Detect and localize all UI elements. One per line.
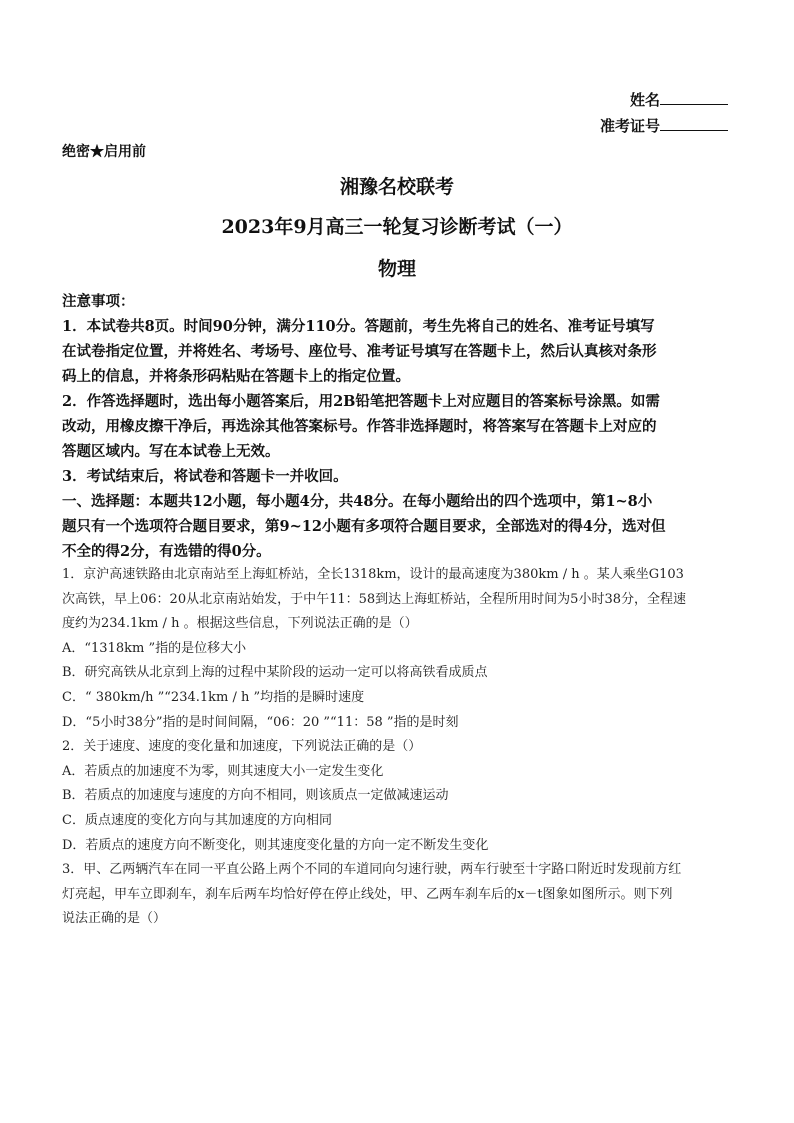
exam-notes — [62, 289, 732, 564]
option-line: C．“ 380km/h ”“234.1km / h ”均指的是瞬时速度 — [62, 689, 365, 705]
question-line: 2．关于速度、速度的变化量和加速度，下列说法正确的是（） — [62, 739, 422, 755]
question-line: 1．京沪高速铁路由北京南站至上海虹桥站，全长1318km，设计的最高速度为380km / h 。某人乘坐G103 — [62, 567, 684, 582]
option-line: D．“5小时38分”指的是时间间隔，“06：20 ”“11：58 ”指的是时刻 — [62, 714, 459, 730]
section-heading-line: 不全的得2分，有选错的得0分。 — [62, 543, 271, 560]
question-line: 灯亮起，甲车立即刹车，刹车后两车均恰好停在停止线处，甲、乙两车刹车后的x－t图象如图所示。则下列 — [62, 886, 673, 902]
notes-line: 3．考试结束后，将试卷和答题卡一并收回。 — [62, 468, 348, 485]
name-label: 姓名 — [629, 91, 660, 109]
exam-number-blank[interactable] — [660, 116, 728, 131]
name-blank[interactable] — [660, 90, 728, 105]
exam-name-title: 2023年9月高三一轮复习诊断考试（一） — [221, 216, 573, 238]
question-line: 次高铁，早上06：20从北京南站始发，于中午11：58到达上海虹桥站，全程所用时间为5小时38分，全程速 — [62, 591, 686, 607]
question-list — [62, 563, 732, 932]
notes-line: 1．本试卷共8页。时间90分钟，满分110分。答题前，考生先将自己的姓名、准考证号填写 — [62, 318, 655, 335]
notes-line: 注意事项： — [62, 293, 135, 310]
exam-number-label: 准考证号 — [599, 117, 660, 135]
secret-mark: 绝密★启用前 — [62, 144, 146, 160]
section-heading-line: 题只有一个选项符合题目要求，第9~12小题有多项符合题目要求，全部选对的得4分，选对但 — [62, 518, 666, 535]
option-line: C．质点速度的变化方向与其加速度的方向相同 — [62, 812, 332, 828]
notes-line: 在试卷指定位置，并将姓名、考场号、座位号、准考证号填写在答题卡上，然后认真核对条形 — [62, 343, 657, 360]
exam-number-field-row — [600, 115, 728, 136]
notes-line: 2．作答选择题时，选出每小题答案后，用2B铅笔把答题卡上对应题目的答案标号涂黑。如需 — [62, 393, 660, 410]
option-line: B．若质点的加速度与速度的方向不相同，则该质点一定做减速运动 — [62, 788, 449, 804]
question-line: 3．甲、乙两辆汽车在同一平直公路上两个不同的车道同向匀速行驶，两车行驶至十字路口附近时发现前方红 — [62, 862, 682, 878]
question-line: 度约为234.1km / h 。根据这些信息，下列说法正确的是（） — [62, 616, 418, 632]
notes-line: 答题区域内。写在本试卷上无效。 — [62, 443, 280, 460]
option-line: A．若质点的加速度不为零，则其速度大小一定发生变化 — [62, 763, 384, 779]
notes-line: 码上的信息，并将条形码粘贴在答题卡上的指定位置。 — [62, 368, 410, 385]
option-line: D．若质点的速度方向不断变化，则其速度变化量的方向一定不断发生变化 — [62, 837, 489, 853]
subject-title: 物理 — [377, 258, 416, 280]
option-line: B．研究高铁从北京到上海的过程中某阶段的运动一定可以将高铁看成质点 — [62, 665, 488, 681]
question-line: 说法正确的是（） — [62, 911, 167, 927]
section-heading-line: 一、选择题：本题共12小题，每小题4分，共48分。在每小题给出的四个选项中，第1~8小 — [62, 493, 653, 510]
option-line: A．“1318km ”指的是位移大小 — [62, 640, 247, 656]
notes-line: 改动，用橡皮擦干净后，再选涂其他答案标号。作答非选择题时，将答案写在答题卡上对应的 — [62, 418, 657, 435]
exam-union-title: 湘豫名校联考 — [339, 176, 454, 198]
name-field-row — [630, 89, 728, 110]
